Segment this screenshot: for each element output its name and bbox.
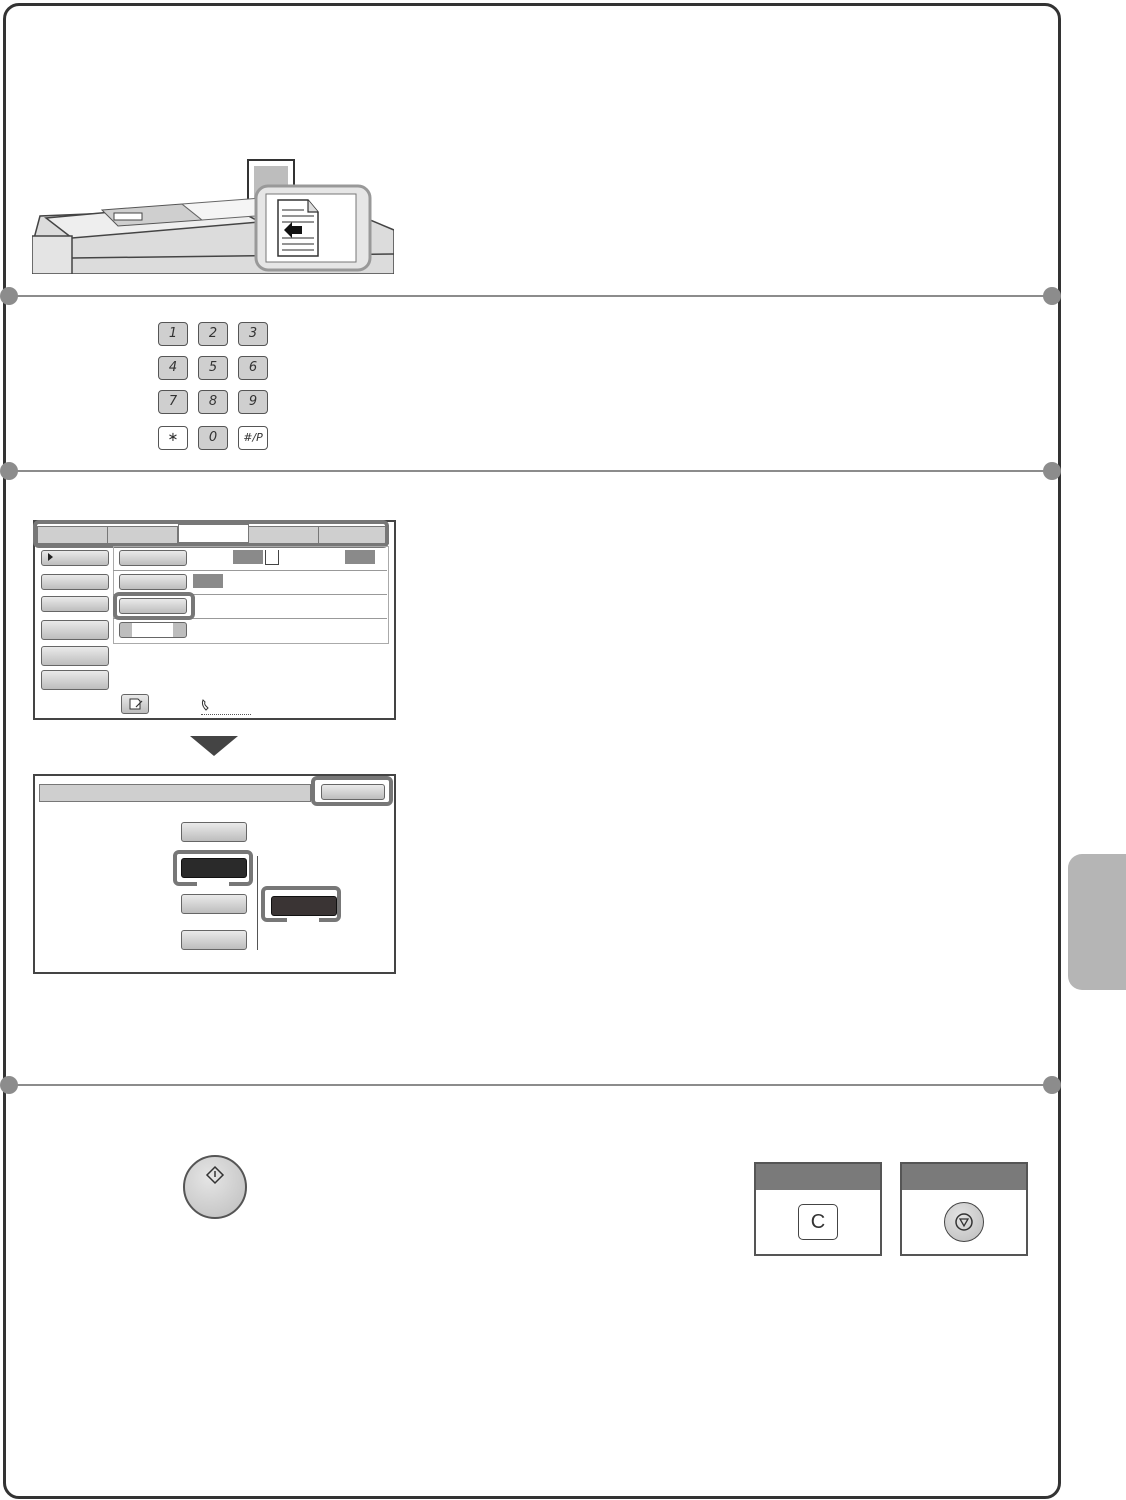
start-diamond-icon <box>185 1157 245 1217</box>
panel-header <box>756 1164 880 1190</box>
key-8[interactable]: 8 <box>198 390 228 414</box>
row-setting-button[interactable] <box>119 550 187 566</box>
left-menu-button[interactable] <box>41 574 109 590</box>
divider-right-marker <box>1043 462 1061 480</box>
settings-icon-button[interactable] <box>121 694 149 714</box>
down-arrow-icon <box>190 736 238 756</box>
touch-panel-main-screen <box>33 520 396 720</box>
divider-right-marker <box>1043 1076 1061 1094</box>
section-divider <box>8 470 1052 472</box>
option-gap <box>197 880 229 888</box>
option-button[interactable] <box>181 822 247 842</box>
section-divider <box>8 295 1052 297</box>
key-1[interactable]: 1 <box>158 322 188 346</box>
divider-right-marker <box>1043 287 1061 305</box>
key-3[interactable]: 3 <box>238 322 268 346</box>
status-dotted-line <box>201 714 251 715</box>
ok-button-highlight <box>311 776 393 806</box>
status-indicator <box>345 550 375 564</box>
key-asterisk[interactable]: ∗ <box>158 426 188 450</box>
key-5[interactable]: 5 <box>198 356 228 380</box>
status-indicator <box>193 574 223 588</box>
panel-header <box>902 1164 1026 1190</box>
divider-left-marker <box>0 287 18 305</box>
clear-key-panel <box>754 1162 882 1256</box>
divider-left-marker <box>0 1076 18 1094</box>
binding-option-highlight <box>261 886 341 922</box>
tab-bar-highlight <box>33 520 389 548</box>
key-0[interactable]: 0 <box>198 426 228 450</box>
stop-key[interactable] <box>944 1202 984 1242</box>
stop-icon <box>945 1203 983 1241</box>
section-divider <box>8 1084 1052 1086</box>
option-button[interactable] <box>181 930 247 950</box>
key-hash-p[interactable]: #/P <box>238 426 268 450</box>
bracket-line <box>257 856 258 950</box>
chapter-side-tab <box>1068 854 1126 990</box>
left-menu-button[interactable] <box>41 670 109 690</box>
clear-key[interactable] <box>798 1204 838 1240</box>
row-setting-button[interactable] <box>119 622 187 638</box>
caret-right-icon <box>48 553 53 561</box>
start-button[interactable] <box>183 1155 247 1219</box>
screen-title-bar <box>39 784 311 802</box>
row-setting-button[interactable] <box>119 574 187 590</box>
key-2[interactable]: 2 <box>198 322 228 346</box>
divider-left-marker <box>0 462 18 480</box>
option-gap <box>287 918 319 924</box>
page-icon <box>265 550 279 565</box>
row-separator <box>113 570 387 571</box>
clear-c-icon: C <box>810 1211 826 1233</box>
left-menu-button[interactable] <box>41 550 109 566</box>
phone-icon <box>201 696 209 706</box>
status-indicator <box>233 550 263 564</box>
stop-key-panel <box>900 1162 1028 1256</box>
touch-panel-duplex-screen <box>33 774 396 974</box>
duplex-button-highlight <box>113 592 195 620</box>
key-9[interactable]: 9 <box>238 390 268 414</box>
key-6[interactable]: 6 <box>238 356 268 380</box>
document-feeder-illustration <box>32 158 394 274</box>
left-menu-button[interactable] <box>41 646 109 666</box>
document-settings-icon <box>122 695 148 713</box>
option-button[interactable] <box>181 894 247 914</box>
left-menu-button[interactable] <box>41 596 109 612</box>
key-4[interactable]: 4 <box>158 356 188 380</box>
key-7[interactable]: 7 <box>158 390 188 414</box>
left-menu-button[interactable] <box>41 620 109 640</box>
